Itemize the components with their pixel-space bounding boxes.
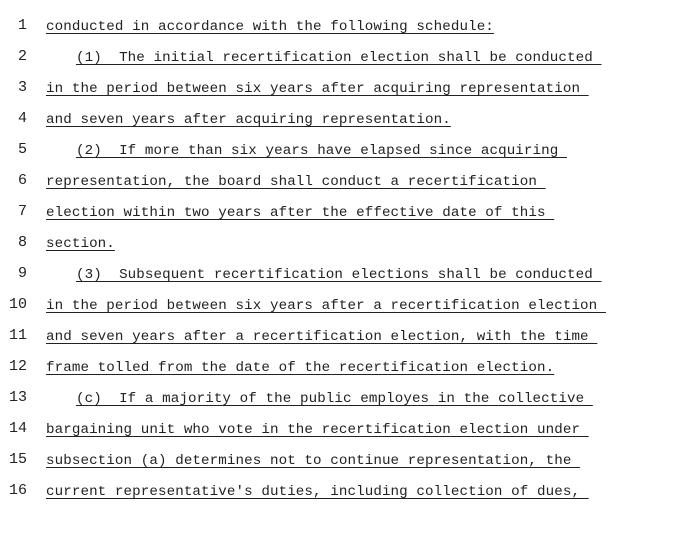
line-number: 6 [17, 172, 27, 189]
document-line [0, 106, 688, 137]
line-number: 5 [17, 141, 27, 158]
line-text: conducted in accordance with the following schedule: [46, 19, 494, 35]
document-line [0, 447, 688, 478]
document-line [0, 168, 688, 199]
line-text: (1) The initial recertification election shall be conducted [76, 50, 602, 66]
line-text: current representative's duties, including collection of dues, [46, 484, 589, 500]
document-page [0, 13, 688, 509]
line-text: in the period between six years after a recertification election [46, 298, 606, 314]
document-line [0, 75, 688, 106]
document-line [0, 292, 688, 323]
line-text: (3) Subsequent recertification elections shall be conducted [76, 267, 602, 283]
document-line [0, 137, 688, 168]
line-text: and seven years after a recertification election, with the time [46, 329, 598, 345]
line-number: 13 [8, 389, 27, 406]
line-text: subsection (a) determines not to continue representation, the [46, 453, 581, 469]
line-number: 12 [8, 358, 27, 375]
line-number: 7 [17, 203, 27, 220]
line-text: bargaining unit who vote in the recertification election under [46, 422, 589, 438]
line-number: 8 [17, 234, 27, 251]
line-number: 3 [17, 79, 27, 96]
line-text: election within two years after the effective date of this [46, 205, 555, 221]
line-text: section. [46, 236, 115, 252]
document-line [0, 416, 688, 447]
line-text: (2) If more than six years have elapsed since acquiring [76, 143, 567, 159]
document-line [0, 354, 688, 385]
document-line [0, 261, 688, 292]
line-number: 9 [17, 265, 27, 282]
line-number: 11 [8, 327, 27, 344]
line-number: 14 [8, 420, 27, 437]
document-line [0, 478, 688, 509]
line-number: 10 [8, 296, 27, 313]
line-number: 15 [8, 451, 27, 468]
line-text: and seven years after acquiring representation. [46, 112, 451, 128]
document-line [0, 385, 688, 416]
line-text: frame tolled from the date of the recertification election. [46, 360, 555, 376]
document-line [0, 323, 688, 354]
line-text: in the period between six years after acquiring representation [46, 81, 589, 97]
document-line [0, 230, 688, 261]
line-number: 4 [17, 110, 27, 127]
line-text: (c) If a majority of the public employes in the collective [76, 391, 593, 407]
line-number: 16 [8, 482, 27, 499]
line-text: representation, the board shall conduct a recertification [46, 174, 546, 190]
document-line [0, 199, 688, 230]
line-number: 1 [17, 17, 27, 34]
line-number: 2 [17, 48, 27, 65]
document-line [0, 44, 688, 75]
document-line [0, 13, 688, 44]
